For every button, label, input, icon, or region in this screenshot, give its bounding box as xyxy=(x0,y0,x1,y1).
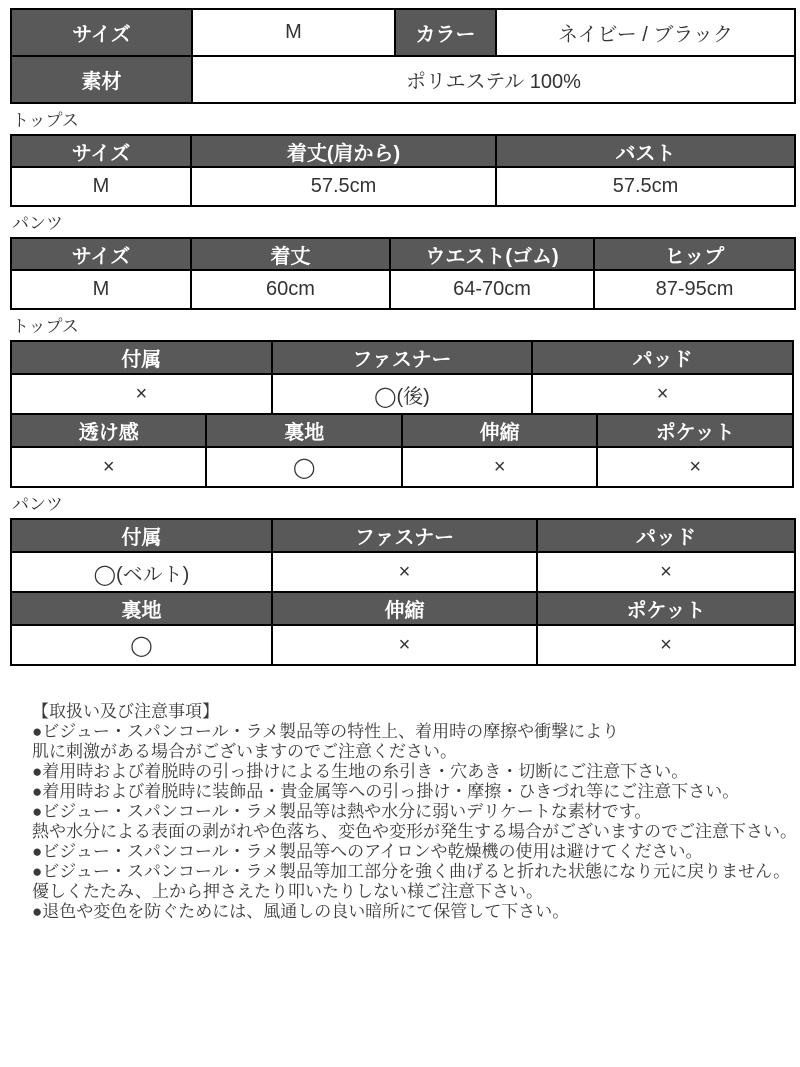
header-cell: 付属 xyxy=(11,519,272,552)
spec-row-size-color xyxy=(11,9,795,56)
pants-details-value-row-2 xyxy=(11,625,795,665)
header-cell: パッド xyxy=(537,519,795,552)
value-cell: 87-95cm xyxy=(594,270,795,309)
value-cell: × xyxy=(402,447,597,487)
value-cell: 57.5cm xyxy=(191,167,496,206)
header-cell: 伸縮 xyxy=(402,414,597,447)
header-cell: 透け感 xyxy=(11,414,206,447)
value-cell: ◯(ベルト) xyxy=(11,552,272,592)
handling-notes xyxy=(10,702,797,922)
pants-details-header-row-2 xyxy=(11,592,795,625)
note-line: 優しくたたみ、上から押さえたり叩いたりしない様ご注意下さい。 xyxy=(32,882,544,901)
note-line: ●ビジュー・スパンコール・ラメ製品等加工部分を強く曲げると折れた状態になり元に戻りません。 xyxy=(32,862,791,881)
tops-size-section-label: トップス xyxy=(12,111,79,130)
color-value-cell: ネイビー / ブラック xyxy=(496,9,795,56)
header-cell: ファスナー xyxy=(272,519,537,552)
value-cell: × xyxy=(11,374,272,414)
note-line: 肌に刺激がある場合がございますのでご注意ください。 xyxy=(32,742,457,761)
tops-details-value-row-1 xyxy=(11,374,793,414)
value-cell: × xyxy=(272,552,537,592)
note-line: ●着用時および着脱時に装飾品・貴金属等への引っ掛け・摩擦・ひきづれ等にご注意下さい。 xyxy=(32,782,740,801)
tops-details-value-row-2 xyxy=(11,447,793,487)
pants-details-value-row-1 xyxy=(11,552,795,592)
value-cell: 64-70cm xyxy=(390,270,594,309)
header-cell: ポケット xyxy=(537,592,795,625)
material-value-cell: ポリエステル 100% xyxy=(192,56,795,103)
value-cell: × xyxy=(597,447,793,487)
note-line: ●ビジュー・スパンコール・ラメ製品等は熱や水分に弱いデリケートな素材です。 xyxy=(32,802,652,821)
tops-size-value-row xyxy=(11,167,795,206)
value-cell: ◯ xyxy=(11,625,272,665)
tops-details-table xyxy=(10,340,794,488)
tops-size-header-row xyxy=(11,135,795,167)
notes-title: 【取扱い及び注意事項】 xyxy=(32,702,219,721)
pants-details-section-label: パンツ xyxy=(12,495,63,514)
value-cell: × xyxy=(537,552,795,592)
header-cell: 伸縮 xyxy=(272,592,537,625)
value-cell: × xyxy=(11,447,206,487)
pants-size-section-label: パンツ xyxy=(12,214,63,233)
value-cell: M xyxy=(11,270,191,309)
size-header-cell: サイズ xyxy=(11,9,192,56)
header-cell: 裏地 xyxy=(206,414,401,447)
value-cell: 60cm xyxy=(191,270,390,309)
note-line: 熱や水分による表面の剥がれや色落ち、変色や変形が発生する場合がございますのでご注意下さい。 xyxy=(32,822,797,841)
spec-table xyxy=(10,8,796,104)
value-cell: 57.5cm xyxy=(496,167,795,206)
note-line: ●ビジュー・スパンコール・ラメ製品等の特性上、着用時の摩擦や衝撃により xyxy=(32,722,620,741)
header-cell: 裏地 xyxy=(11,592,272,625)
header-cell: サイズ xyxy=(11,135,191,167)
note-line: ●ビジュー・スパンコール・ラメ製品等へのアイロンや乾燥機の使用は避けてください。 xyxy=(32,842,703,861)
header-cell: ウエスト(ゴム) xyxy=(390,238,594,270)
header-cell: サイズ xyxy=(11,238,191,270)
header-cell: 着丈(肩から) xyxy=(191,135,496,167)
note-line: ●着用時および着脱時の引っ掛けによる生地の糸引き・穴あき・切断にご注意下さい。 xyxy=(32,762,689,781)
value-cell: × xyxy=(532,374,793,414)
pants-size-value-row xyxy=(11,270,795,309)
header-cell: バスト xyxy=(496,135,795,167)
value-cell: × xyxy=(272,625,537,665)
spec-row-material xyxy=(11,56,795,103)
header-cell: 付属 xyxy=(11,341,272,374)
header-cell: ヒップ xyxy=(594,238,795,270)
pants-size-table xyxy=(10,237,796,310)
tops-details-section-label: トップス xyxy=(12,317,79,336)
pants-details-table xyxy=(10,518,796,666)
value-cell: ◯(後) xyxy=(272,374,533,414)
material-header-cell: 素材 xyxy=(11,56,192,103)
tops-details-header-row-1 xyxy=(11,341,793,374)
size-value-cell: M xyxy=(192,9,395,56)
tops-size-table xyxy=(10,134,796,207)
note-line: ●退色や変色を防ぐためには、風通しの良い暗所にて保管して下さい。 xyxy=(32,902,570,921)
pants-details-header-row-1 xyxy=(11,519,795,552)
header-cell: パッド xyxy=(532,341,793,374)
header-cell: ポケット xyxy=(597,414,793,447)
header-cell: 着丈 xyxy=(191,238,390,270)
value-cell: ◯ xyxy=(206,447,401,487)
value-cell: × xyxy=(537,625,795,665)
tops-details-header-row-2 xyxy=(11,414,793,447)
value-cell: M xyxy=(11,167,191,206)
color-header-cell: カラー xyxy=(395,9,496,56)
pants-size-header-row xyxy=(11,238,795,270)
header-cell: ファスナー xyxy=(272,341,533,374)
